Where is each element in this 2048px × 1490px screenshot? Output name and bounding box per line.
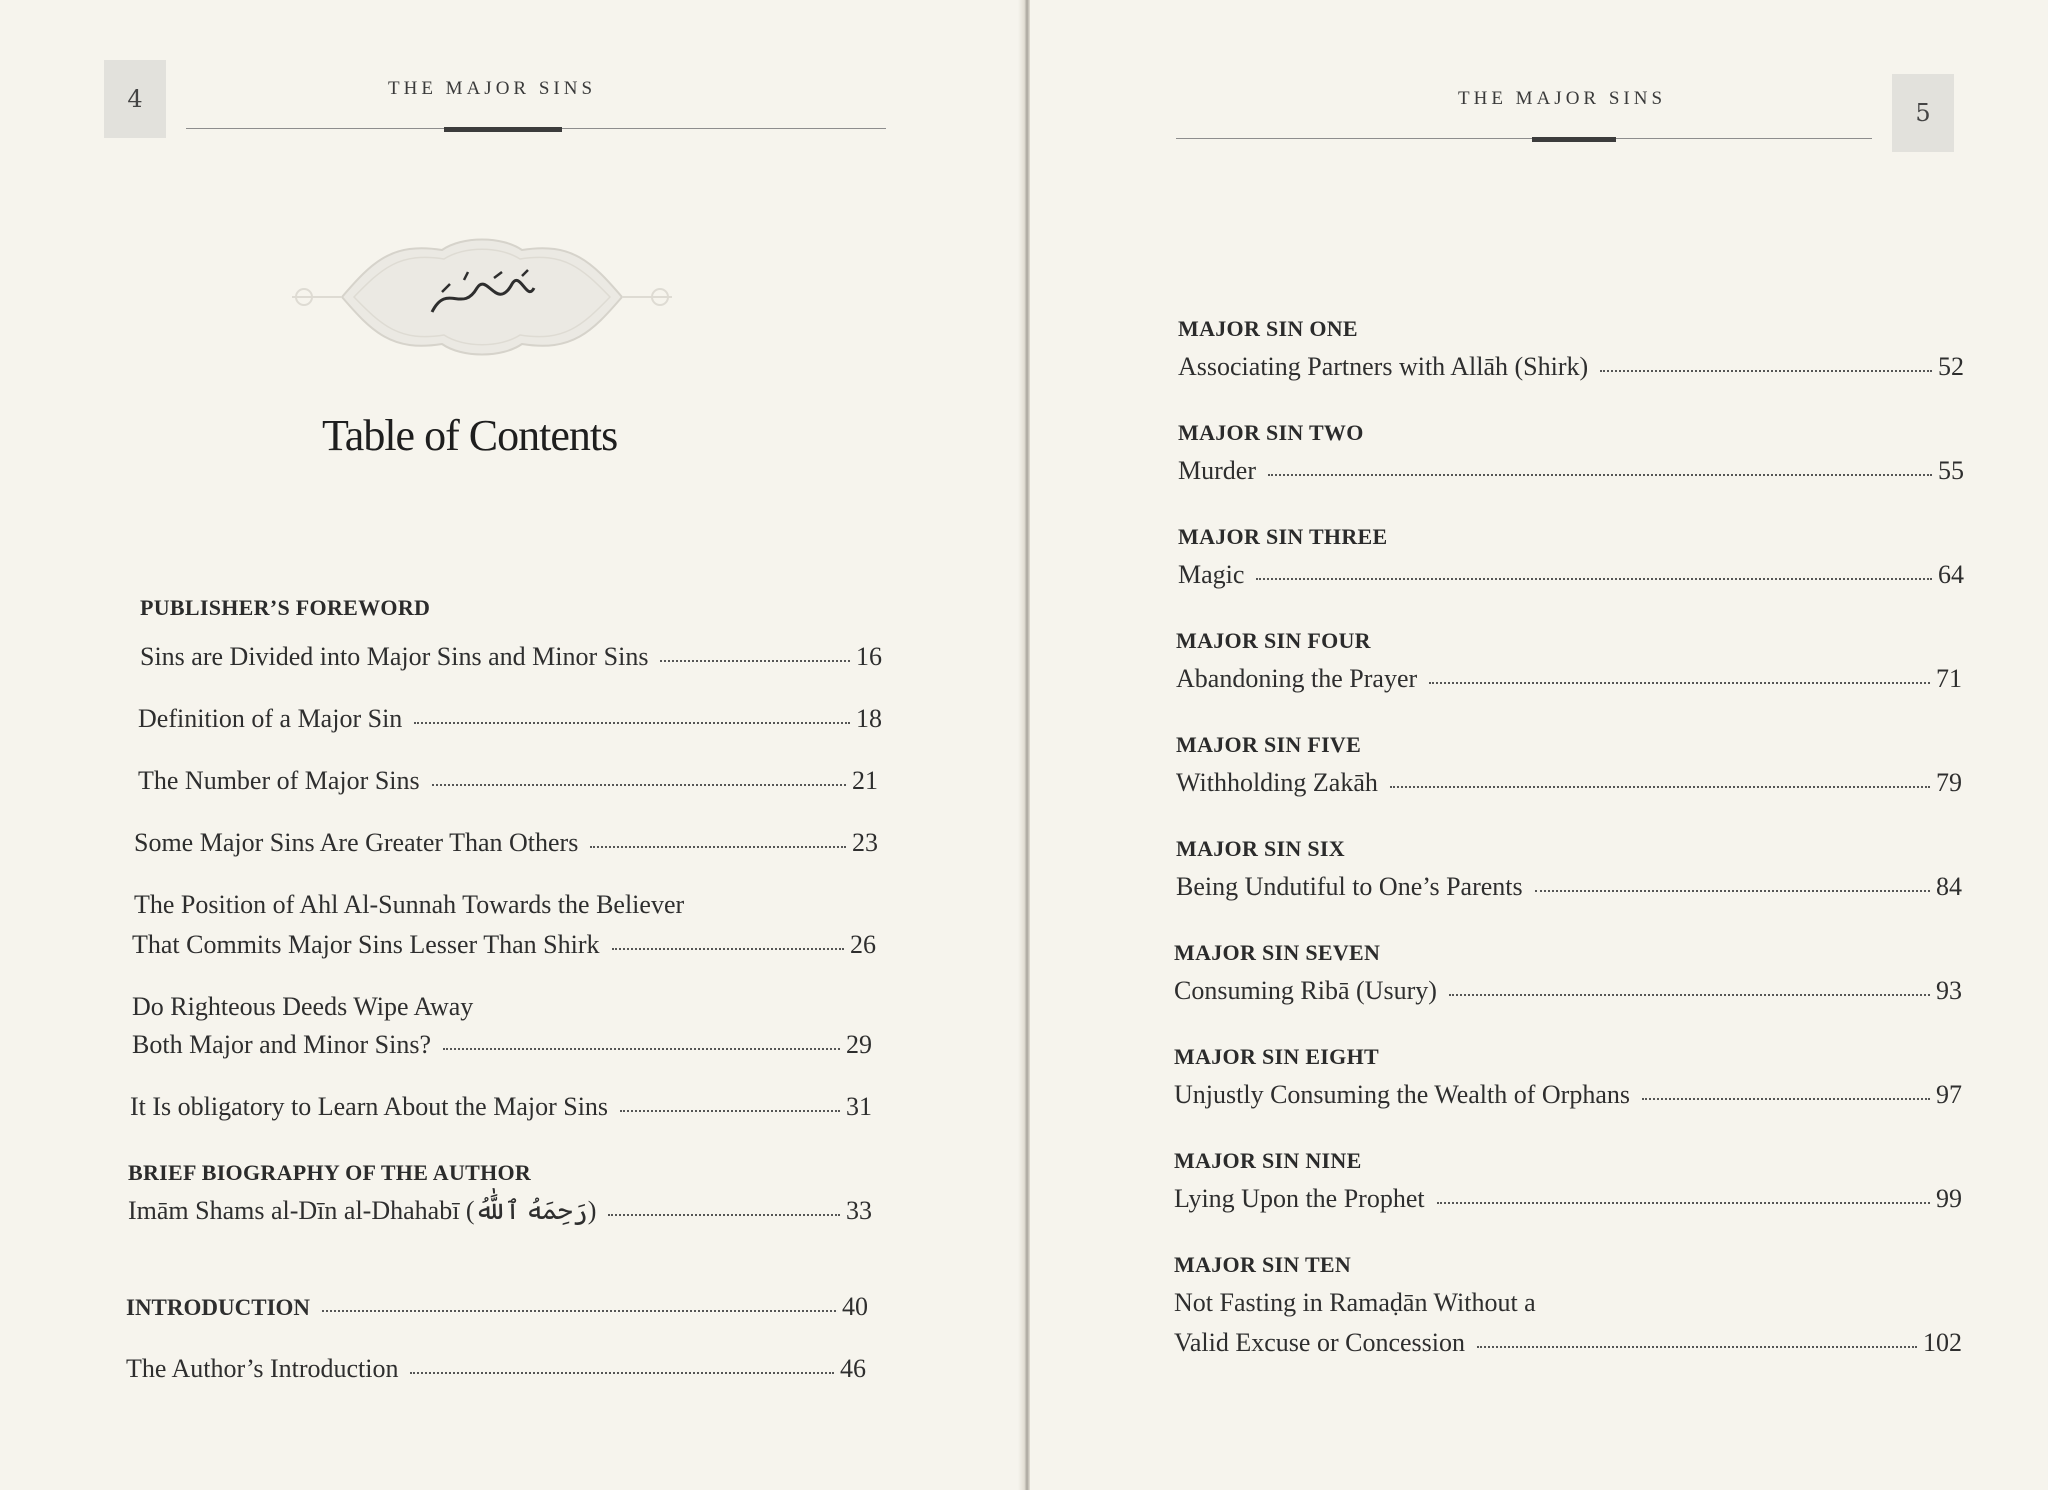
entry-title: Associating Partners with Allāh (Shirk) xyxy=(1178,352,1589,381)
page-number: 5 xyxy=(1915,99,1931,127)
sin-entry[interactable] xyxy=(1178,456,1964,486)
leader-dots xyxy=(443,1048,840,1050)
running-head: THE MAJOR SINS xyxy=(1458,88,1667,109)
section-brief-biography: BRIEF BIOGRAPHY OF THE AUTHOR xyxy=(128,1160,532,1185)
leader-dots xyxy=(612,948,845,950)
toc-entry[interactable] xyxy=(134,828,878,858)
leader-dots xyxy=(1437,1202,1930,1204)
entry-page: 79 xyxy=(1936,768,1962,797)
entry-title: INTRODUCTION xyxy=(126,1295,311,1320)
toc-entry[interactable] xyxy=(132,1030,872,1060)
arabic-title-ornament xyxy=(282,232,682,362)
entry-page: 31 xyxy=(846,1092,872,1121)
entry-page: 97 xyxy=(1936,1080,1962,1109)
toc-entry[interactable] xyxy=(138,704,882,734)
entry-title: Being Undutiful to One’s Parents xyxy=(1176,872,1523,901)
leader-dots xyxy=(414,722,850,724)
entry-title: Some Major Sins Are Greater Than Others xyxy=(134,828,579,857)
entry-page: 84 xyxy=(1936,872,1962,901)
entry-title: Imām Shams al-Dīn al-Dhahabī (رَحِمَهُ ٱللَّٰهُ) xyxy=(128,1196,597,1225)
entry-page: 102 xyxy=(1923,1328,1962,1357)
entry-title: Magic xyxy=(1178,560,1245,589)
sin-entry[interactable] xyxy=(1174,1184,1962,1214)
sin-entry[interactable] xyxy=(1174,1328,1962,1358)
leader-dots xyxy=(660,660,850,662)
entry-title-line1: Do Righteous Deeds Wipe Away xyxy=(132,992,474,1021)
leader-dots xyxy=(590,846,846,848)
toc-title: Table of Contents xyxy=(322,411,618,460)
sin-entry[interactable] xyxy=(1176,872,1962,902)
entry-page: 23 xyxy=(852,828,878,857)
entry-title: Definition of a Major Sin xyxy=(138,704,403,733)
toc-entry[interactable] xyxy=(140,642,882,672)
header-rule-accent xyxy=(1532,137,1616,142)
entry-title: The Number of Major Sins xyxy=(138,766,420,795)
toc-entry[interactable] xyxy=(130,1092,872,1122)
entry-page: 46 xyxy=(840,1354,866,1383)
entry-title: Abandoning the Prayer xyxy=(1176,664,1418,693)
section-publishers-foreword: PUBLISHER’S FOREWORD xyxy=(140,595,431,620)
entry-title: Both Major and Minor Sins? xyxy=(132,1030,431,1059)
entry-title-line1: Not Fasting in Ramaḍān Without a xyxy=(1174,1288,1536,1317)
toc-entry[interactable] xyxy=(126,1354,866,1384)
sin-heading: MAJOR SIN SIX xyxy=(1176,836,1345,861)
toc-entry[interactable] xyxy=(138,766,878,796)
entry-page: 40 xyxy=(842,1292,868,1321)
leader-dots xyxy=(1390,786,1930,788)
entry-title: Lying Upon the Prophet xyxy=(1174,1184,1425,1213)
toc-entry[interactable] xyxy=(132,930,876,960)
entry-page: 99 xyxy=(1936,1184,1962,1213)
leader-dots xyxy=(620,1110,840,1112)
entry-page: 18 xyxy=(856,704,882,733)
page-number-box xyxy=(1892,74,1954,152)
sin-entry[interactable] xyxy=(1176,768,1962,798)
sin-entry[interactable] xyxy=(1178,560,1964,590)
sin-entry[interactable] xyxy=(1174,976,1962,1006)
entry-page: 33 xyxy=(846,1196,872,1225)
entry-page: 52 xyxy=(1938,352,1964,381)
leader-dots xyxy=(1429,682,1930,684)
header-rule-accent xyxy=(444,127,562,132)
entry-page: 64 xyxy=(1938,560,1964,589)
entry-title-line1: The Position of Ahl Al-Sunnah Towards the Believer xyxy=(134,890,685,919)
leader-dots xyxy=(1535,890,1930,892)
entry-title: Withholding Zakāh xyxy=(1176,768,1378,797)
leader-dots xyxy=(1268,474,1932,476)
sin-entry[interactable] xyxy=(1176,664,1962,694)
sin-heading: MAJOR SIN SEVEN xyxy=(1174,940,1381,965)
leader-dots xyxy=(1600,370,1932,372)
toc-entry[interactable] xyxy=(128,1196,872,1226)
leader-dots xyxy=(608,1214,840,1216)
entry-page: 16 xyxy=(856,642,882,671)
leader-dots xyxy=(432,784,846,786)
sin-heading: MAJOR SIN FOUR xyxy=(1176,628,1371,653)
right-page xyxy=(1030,0,2048,1490)
leader-dots xyxy=(1449,994,1930,996)
entry-title: Unjustly Consuming the Wealth of Orphans xyxy=(1174,1080,1631,1109)
leader-dots xyxy=(1477,1346,1917,1348)
sin-heading: MAJOR SIN TEN xyxy=(1174,1252,1352,1277)
sin-entry[interactable] xyxy=(1174,1080,1962,1110)
page-number: 4 xyxy=(127,85,143,113)
leader-dots xyxy=(322,1310,836,1312)
leader-dots xyxy=(1256,578,1932,580)
header-rule xyxy=(1176,138,1872,139)
entry-title: Valid Excuse or Concession xyxy=(1174,1328,1466,1357)
sin-heading: MAJOR SIN TWO xyxy=(1178,420,1364,445)
entry-page: 26 xyxy=(850,930,876,959)
running-head: THE MAJOR SINS xyxy=(388,78,597,99)
sin-heading: MAJOR SIN THREE xyxy=(1178,524,1388,549)
entry-page: 21 xyxy=(852,766,878,795)
leader-dots xyxy=(410,1372,834,1374)
sin-heading: MAJOR SIN FIVE xyxy=(1176,732,1362,757)
entry-title: Sins are Divided into Major Sins and Minor Sins xyxy=(140,642,649,671)
entry-title: It Is obligatory to Learn About the Major Sins xyxy=(130,1092,609,1121)
sin-heading: MAJOR SIN ONE xyxy=(1178,316,1358,341)
entry-page: 93 xyxy=(1936,976,1962,1005)
entry-title: Murder xyxy=(1178,456,1256,485)
entry-title: The Author’s Introduction xyxy=(126,1354,399,1383)
toc-entry-introduction[interactable] xyxy=(126,1292,868,1322)
sin-entry[interactable] xyxy=(1178,352,1964,382)
entry-title: That Commits Major Sins Lesser Than Shirk xyxy=(132,930,600,959)
sin-heading: MAJOR SIN EIGHT xyxy=(1174,1044,1379,1069)
entry-title: Consuming Ribā (Usury) xyxy=(1174,976,1437,1005)
page-number-box xyxy=(104,60,166,138)
sin-heading: MAJOR SIN NINE xyxy=(1174,1148,1362,1173)
entry-page: 55 xyxy=(1938,456,1964,485)
leader-dots xyxy=(1642,1098,1930,1100)
entry-page: 71 xyxy=(1936,664,1962,693)
entry-page: 29 xyxy=(846,1030,872,1059)
